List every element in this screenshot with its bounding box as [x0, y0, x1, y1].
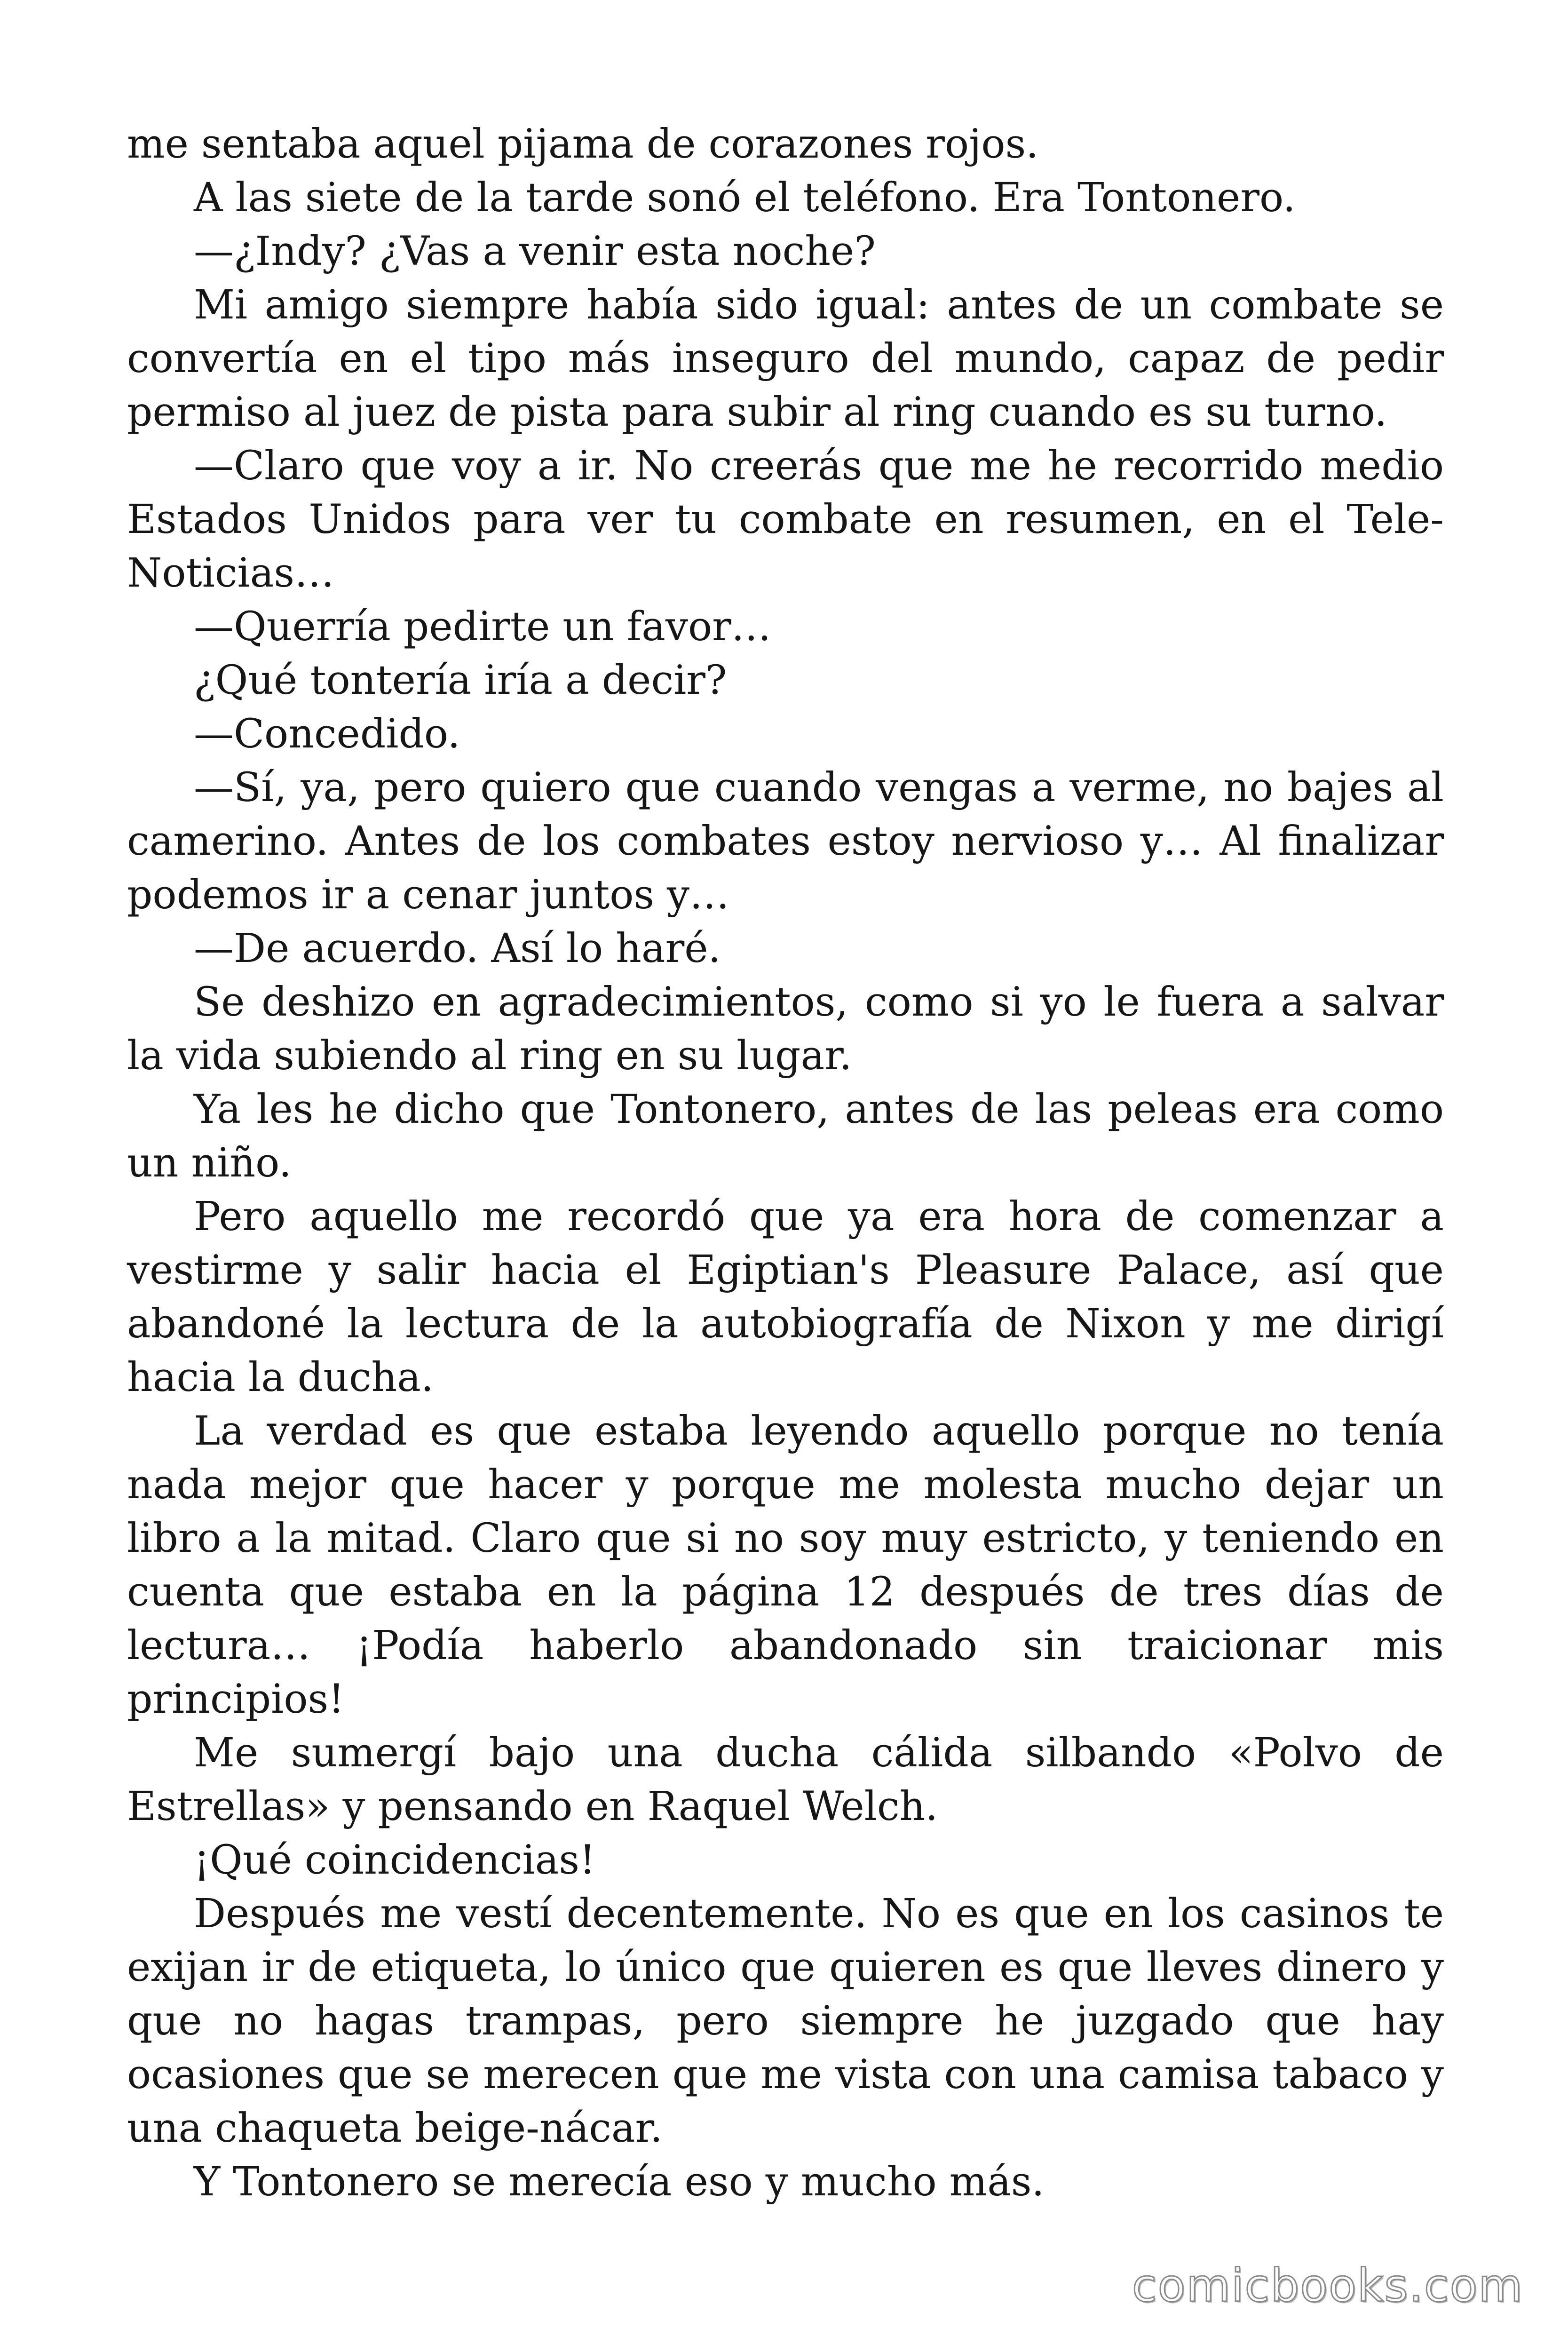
paragraph: A las siete de la tarde sonó el teléfono. Era Tontonero.	[194, 175, 1296, 221]
paragraph: ¿Qué tontería iría a decir?	[194, 657, 727, 704]
watermark: comicbooks.com	[1132, 2259, 1523, 2312]
paragraph: me sentaba aquel pijama de corazones rojos.	[127, 121, 1039, 167]
paragraph: La verdad es que estaba leyendo aquello porque no tenía nada mejor que hacer y porque me molesta mucho dejar un libro a la mitad. Claro que si no soy muy estricto, y teniendo en cuenta que estaba en la página 12 después de tres días de lectura… ¡Podía haberlo abandonado sin traicionar mis principios!	[127, 1408, 1444, 1723]
dialogue-line: —Querría pedirte un favor…	[194, 604, 771, 650]
paragraph: Mi amigo siempre había sido igual: antes de un combate se convertía en el tipo más inseguro del mundo, capaz de pedir permiso al juez de pista para subir al ring cuando es su turno.	[127, 282, 1444, 436]
body-text	[127, 118, 1444, 2209]
paragraph: Después me vestí decentemente. No es que en los casinos te exijan ir de etiqueta, lo único que quieren es que lleves dinero y que no hagas trampas, pero siempre he juzgado que hay ocasiones que se merecen que me vista con una camisa tabaco y una chaqueta beige-nácar.	[127, 1891, 1444, 2152]
dialogue-line: —Claro que voy a ir. No creerás que me he recorrido medio Estados Unidos para ver tu combate en resumen, en el Tele-Noticias…	[127, 443, 1444, 596]
dialogue-line: —De acuerdo. Así lo haré.	[194, 925, 721, 972]
dialogue-line: —Sí, ya, pero quiero que cuando vengas a verme, no bajes al camerino. Antes de los combates estoy nervioso y… Al finalizar podemos ir a cenar juntos y…	[127, 764, 1444, 918]
paragraph: Y Tontonero se merecía eso y mucho más.	[194, 2159, 1045, 2205]
dialogue-line: —Concedido.	[194, 711, 460, 757]
paragraph: ¡Qué coincidencias!	[194, 1837, 596, 1883]
paragraph: Se deshizo en agradecimientos, como si yo le fuera a salvar la vida subiendo al ring en su lugar.	[127, 979, 1444, 1079]
paragraph: Pero aquello me recordó que ya era hora de comenzar a vestirme y salir hacia el Egiptian's Pleasure Palace, así que abandoné la lectura de la autobiografía de Nixon y me dirigí hacia la ducha.	[127, 1193, 1444, 1401]
paragraph: Me sumergí bajo una ducha cálida silbando «Polvo de Estrellas» y pensando en Raquel Welch.	[127, 1730, 1444, 1830]
dialogue-line: —¿Indy? ¿Vas a venir esta noche?	[194, 228, 876, 275]
paragraph: Ya les he dicho que Tontonero, antes de las peleas era como un niño.	[127, 1086, 1444, 1186]
